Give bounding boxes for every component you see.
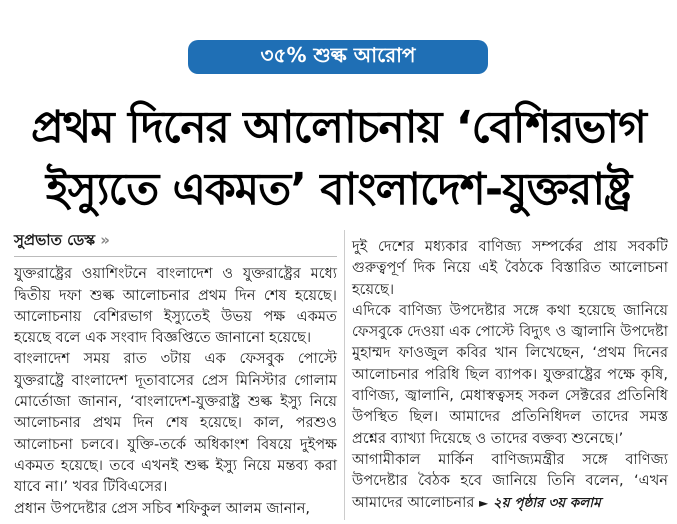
chevron-right-icon: » xyxy=(100,231,110,249)
paragraph: বাংলাদেশ সময় রাত ৩টায় এক ফেসবুক পোস্টে যুক্তরাষ্ট্রে বাংলাদেশ দূতাবাসের প্রেস মিনিস্টার গোলাম মোর্তোজা জানান, ‘বাংলাদেশ-যুক্তরাষ্ট্র শুল্ক ইস্যু নিয়ে আলোচনার প্রথম দিন শেষ হয়েছে। কাল, পরশুও আলোচনা চলবে। যুক্তি-তর্কে অধিকাংশ বিষয়ে দুইপক্ষ একমত হয়েছে। তবে এখনই শুল্ক ইস্যু নিয়ে মন্তব্য করা যাবে না।’ খবর টিবিএসের। xyxy=(14,350,337,496)
article-column-left xyxy=(14,230,337,519)
column-divider xyxy=(344,230,345,520)
article-column-right xyxy=(352,236,668,514)
continuation-link[interactable]: ২য় পৃষ্ঠার ৩য় কলাম xyxy=(492,494,601,511)
byline-author: সুপ্রভাত ডেস্ক xyxy=(14,231,96,249)
headline-line-2: ইস্যুতে একমত’ বাংলাদেশ-যুক্তরাষ্ট্র xyxy=(45,164,632,215)
paragraph: যুক্তরাষ্ট্রের ওয়াশিংটনে বাংলাদেশ ও যুক্তরাষ্ট্রের মধ্যে দ্বিতীয় দফা শুল্ক আলোচনার প্রথম দিন শেষ হয়েছে। আলোচনায় বেশিরভাগ ইস্যুতেই উভয় পক্ষ একমত হয়েছে বলে এক সংবাদ বিজ্ঞপ্তিতে জানানো হয়েছে। xyxy=(14,265,337,347)
section-banner xyxy=(188,40,488,74)
paragraph: প্রধান উপদেষ্টার প্রেস সচিব শফিকুল আলম জানান, xyxy=(14,499,311,517)
arrow-right-icon: ► xyxy=(479,495,489,510)
banner-label: ৩৫% শুল্ক আরোপ xyxy=(260,42,416,67)
paragraph xyxy=(352,449,668,514)
paragraph: দুই দেশের মধ্যকার বাণিজ্য সম্পর্কের প্রায় সবকটি গুরুত্বপূর্ণ দিক নিয়ে এই বৈঠকে বিস্তারিত আলোচনা হয়েছে। xyxy=(352,238,668,298)
byline xyxy=(14,230,337,251)
byline-rule xyxy=(14,256,337,257)
paragraph-text: আগামীকাল মার্কিন বাণিজ্যমন্ত্রীর সঙ্গে বাণিজ্য উপদেষ্টার বৈঠক হবে জানিয়ে তিনি বলেন, ‘এখন আমাদের আলোচনার xyxy=(352,450,668,511)
paragraph: এদিকে বাণিজ্য উপদেষ্টার সঙ্গে কথা হয়েছে জানিয়ে ফেসবুকে দেওয়া এক পোস্টে বিদ্যুৎ ও জ্বালানি উপদেষ্টা মুহাম্মদ ফাওজুল কবির খান লিখেছেন, ‘প্রথম দিনের আলোচনার পরিধি ছিল ব্যাপক। যুক্তরাষ্ট্রের পক্ষে কৃষি, বাণিজ্য, জ্বালানি, মেধাস্বত্বসহ সকল সেক্টরের প্রতিনিধি উপস্থিত ছিল। আমাদের প্রতিনিধিদল তাদের সমস্ত প্রশ্নের ব্যাখ্যা দিয়েছে ও তাদের বক্তব্য শুনেছে।’ xyxy=(352,301,668,447)
headline-line-1: প্রথম দিনের আলোচনায় ‘বেশিরভাগ xyxy=(30,102,647,153)
